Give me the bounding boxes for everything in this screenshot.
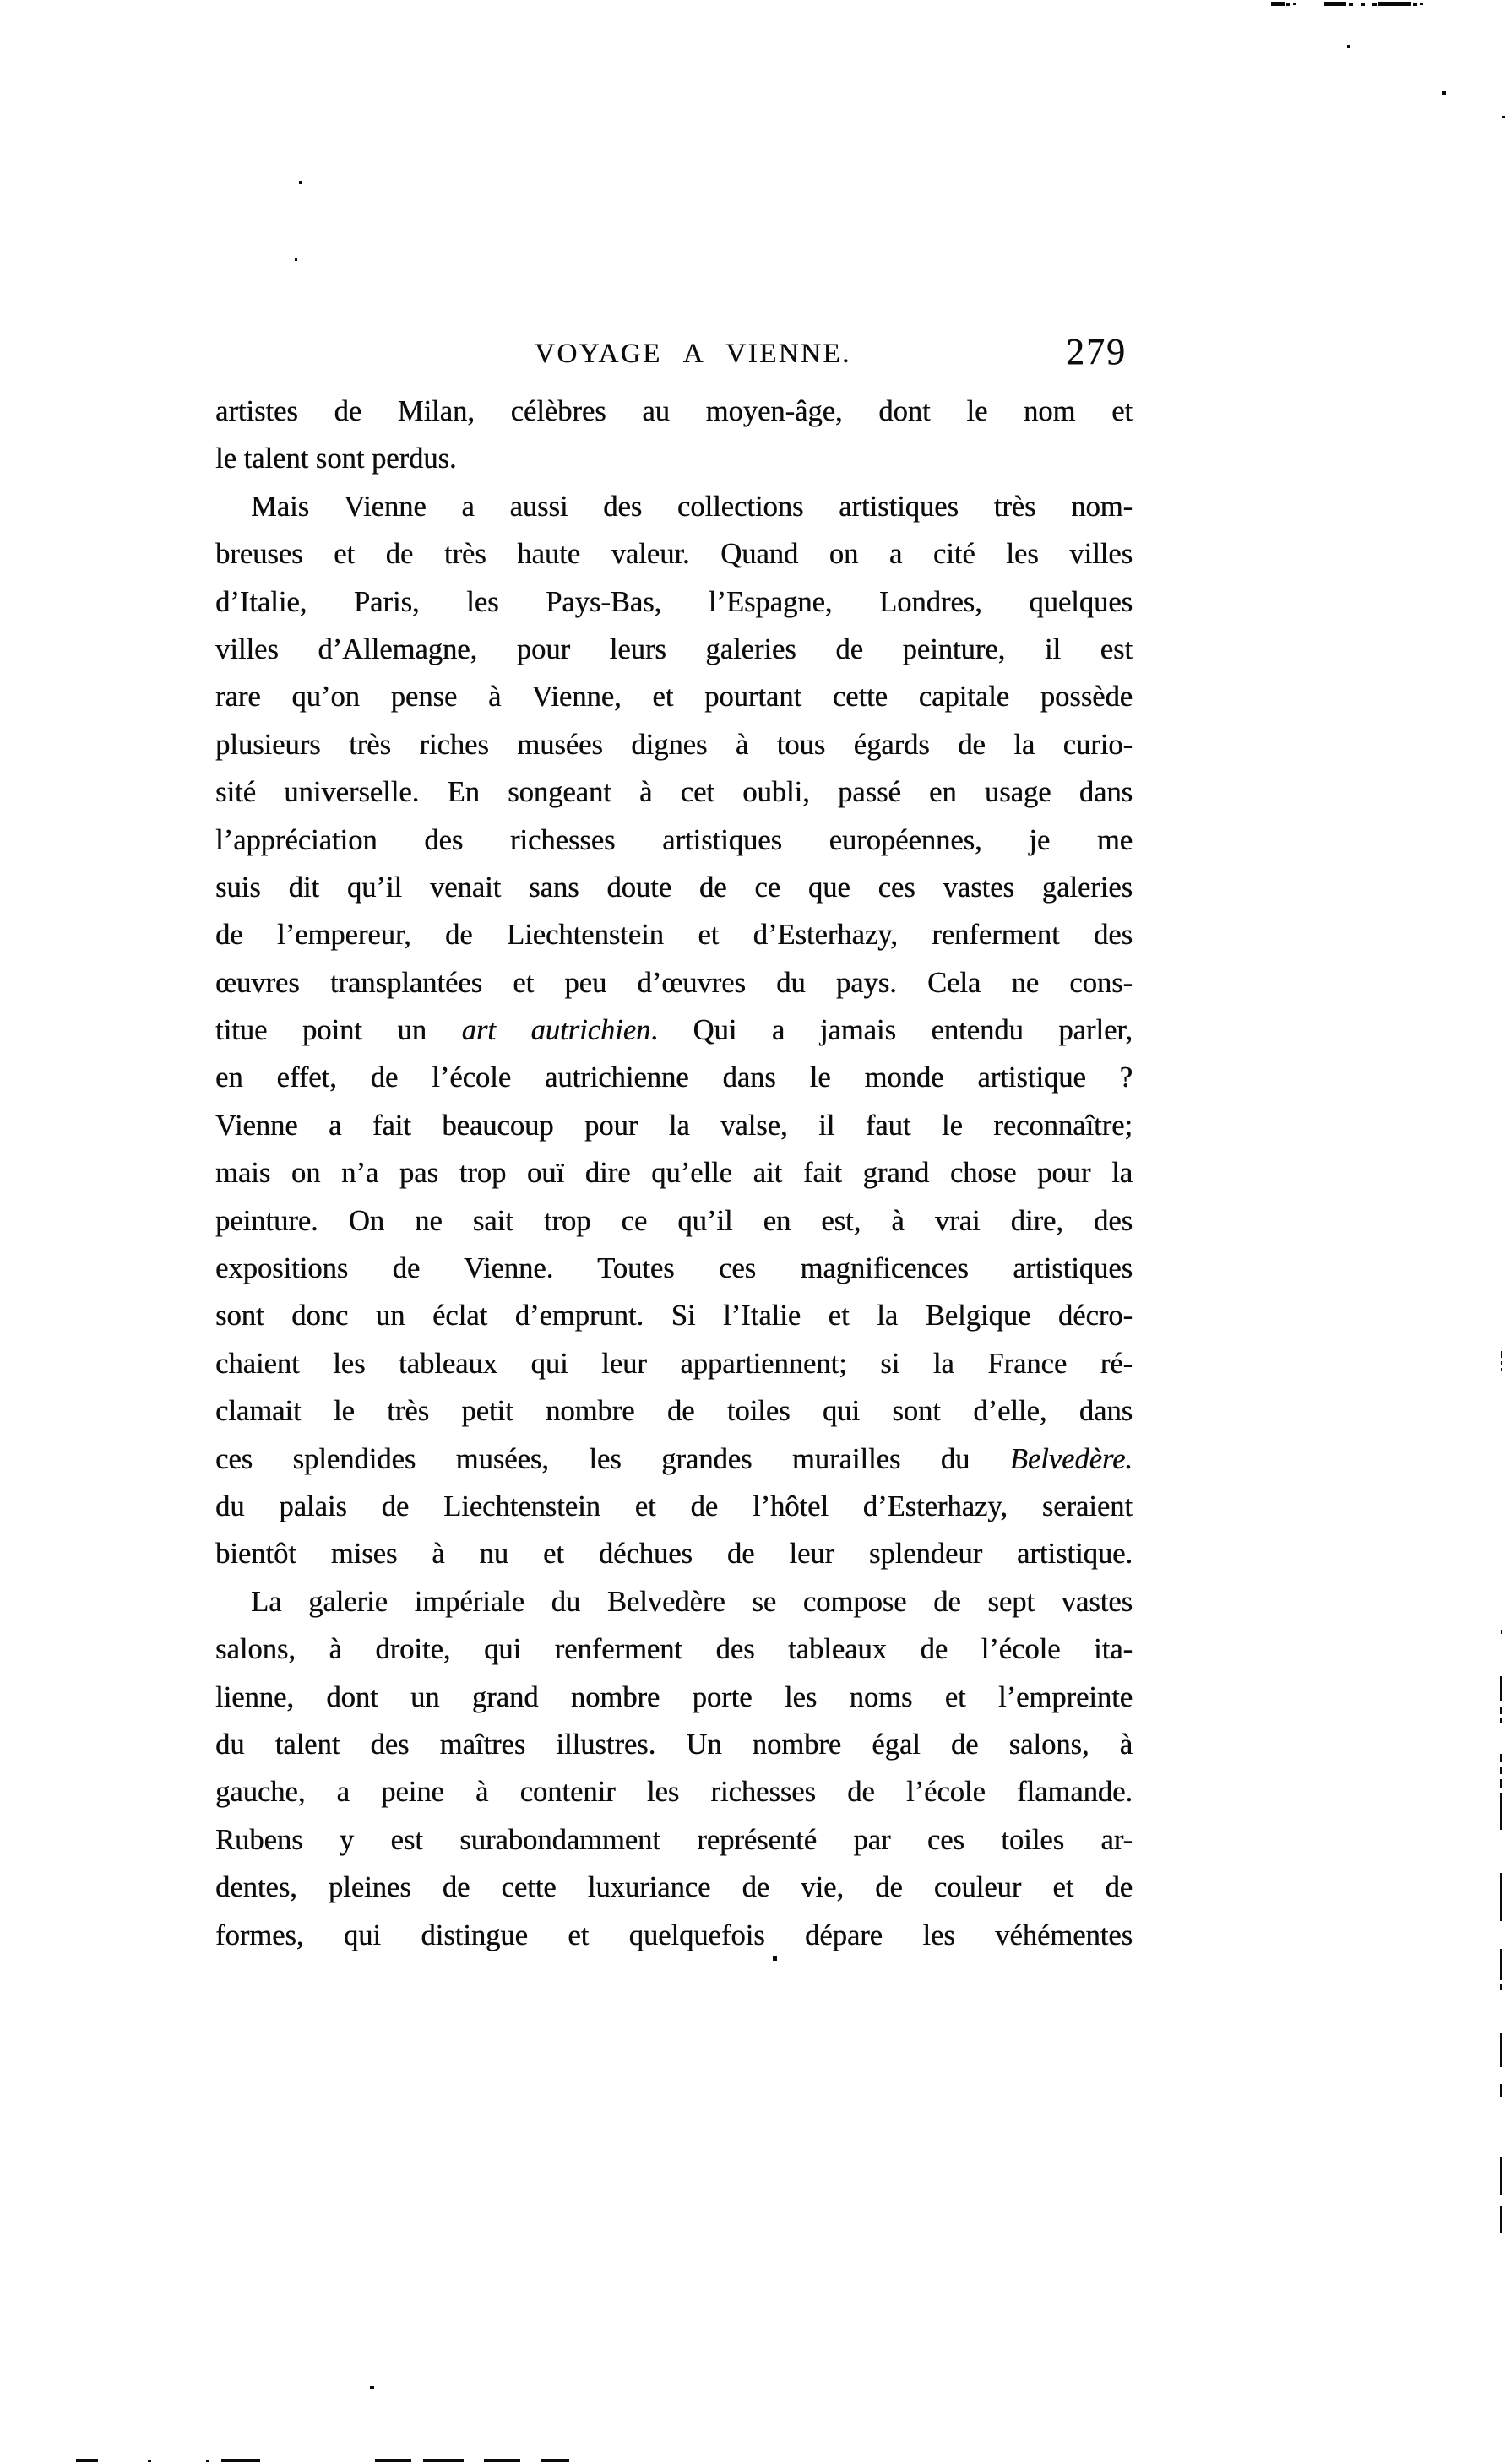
text-line (215, 530, 1133, 578)
text-segment: bientôt mises à nu et déchues de leur splendeur artistique. (215, 1538, 1133, 1571)
text-segment: chaient les tableaux qui leur appartiennent; si la France ré- (215, 1347, 1133, 1380)
text-line (215, 1387, 1133, 1435)
text-line (215, 1864, 1133, 1911)
text-segment: œuvres transplantées et peu d’œuvres du pays. Cela ne cons- (215, 966, 1133, 999)
right-edge-line-artifact (1500, 1707, 1502, 1714)
bottom-edge-dash-artifact (375, 2459, 411, 2462)
text-line (215, 1483, 1133, 1530)
text-line (215, 1007, 1133, 1054)
text-segment: du palais de Liechtenstein et de l’hôtel d’Esterhazy, seraient (215, 1490, 1133, 1522)
top-edge-dash-artifact (1361, 3, 1365, 6)
ink-speck-artifact (295, 258, 297, 261)
text-segment: salons, à droite, qui renferment des tableaux de l’école ita- (215, 1633, 1133, 1666)
text-line (215, 1721, 1133, 1768)
text-segment: dentes, pleines de cette luxuriance de vie, de couleur et de (215, 1871, 1133, 1904)
text-segment: Mais Vienne a aussi des collections artistiques très nom- (251, 490, 1133, 523)
top-edge-dash-artifact (1271, 2, 1285, 6)
text-segment: suis dit qu’il venait sans doute de ce que ces vastes galeries (215, 871, 1133, 904)
text-segment: en effet, de l’école autrichienne dans le monde artistique ? (215, 1061, 1133, 1094)
ink-speck-artifact (299, 181, 302, 184)
top-edge-dash-artifact (1378, 2, 1411, 6)
text-line (215, 1340, 1133, 1387)
text-line (215, 578, 1133, 626)
bottom-edge-dash-artifact (423, 2459, 464, 2462)
right-edge-line-artifact (1500, 2206, 1502, 2233)
top-edge-dash-artifact (1420, 3, 1423, 5)
top-edge-dash-artifact (1293, 3, 1296, 5)
top-edge-dash-artifact (1413, 3, 1417, 6)
right-edge-line-artifact (1500, 1718, 1502, 1723)
text-line (215, 1530, 1133, 1577)
ink-speck-artifact (1347, 45, 1350, 48)
text-line (215, 1768, 1133, 1815)
text-segment: ces splendides musées, les grandes murailles du (215, 1442, 1010, 1475)
text-line (215, 959, 1133, 1007)
ink-speck-artifact (1442, 91, 1446, 95)
right-edge-line-artifact (1500, 1873, 1502, 1921)
text-segment: peinture. On ne sait trop ce qu’il en est, à vrai dire, des (215, 1204, 1133, 1237)
text-line (215, 673, 1133, 720)
text-line (215, 864, 1133, 911)
page-number: 279 (1066, 331, 1127, 372)
text-line (215, 626, 1133, 673)
text-segment: breuses et de très haute valeur. Quand on a cité les villes (215, 538, 1133, 571)
top-edge-dash-artifact (1349, 3, 1353, 6)
text-segment: sité universelle. En songeant à cet oubli, passé en usage dans (215, 776, 1133, 809)
right-edge-line-artifact (1500, 2157, 1502, 2195)
right-edge-line-artifact (1500, 1984, 1502, 1990)
text-segment: formes, qui distingue et quelquefois dépare les véhémentes (215, 1919, 1133, 1951)
right-edge-line-artifact (1500, 1676, 1502, 1701)
right-edge-line-artifact (1501, 1368, 1502, 1371)
text-segment: Vienne a fait beaucoup pour la valse, il faut le reconnaître; (215, 1109, 1133, 1142)
text-segment: du talent des maîtres illustres. Un nombre égal de salons, à (215, 1728, 1133, 1761)
text-segment: expositions de Vienne. Toutes ces magnificences artistiques (215, 1252, 1133, 1285)
text-segment: La galerie impériale du Belvedère se compose de sept vastes (251, 1585, 1133, 1618)
top-edge-dash-artifact (1372, 3, 1377, 6)
text-segment: artistes de Milan, célèbres au moyen-âge, dont le nom et (215, 395, 1133, 427)
text-line (215, 1436, 1133, 1483)
right-edge-line-artifact (1500, 1779, 1502, 1788)
text-line (215, 483, 1133, 530)
text-line (215, 768, 1133, 816)
text-line (215, 1625, 1133, 1673)
right-edge-line-artifact (1500, 2033, 1502, 2067)
text-segment: titue point un (215, 1014, 462, 1047)
ink-speck-artifact (773, 1956, 777, 1961)
italic-phrase: art autrichien (461, 1014, 651, 1047)
text-line (215, 435, 1133, 482)
right-edge-line-artifact (1501, 1351, 1502, 1358)
text-line (215, 1292, 1133, 1339)
right-edge-line-artifact (1500, 1793, 1502, 1830)
top-edge-dash-artifact (1286, 3, 1290, 6)
text-segment: villes d’Allemagne, pour leurs galeries de peinture, il est (215, 632, 1133, 665)
text-segment: mais on n’a pas trop ouï dire qu’elle ait fait grand chose pour la (215, 1157, 1133, 1190)
top-edge-dash-artifact (1324, 2, 1346, 6)
text-segment: plusieurs très riches musées dignes à tous égards de la curio- (215, 728, 1133, 761)
text-line (215, 1816, 1133, 1864)
text-line (215, 388, 1133, 435)
right-edge-line-artifact (1500, 1949, 1502, 1980)
text-segment: le talent sont perdus. (215, 442, 457, 475)
bottom-edge-dash-artifact (484, 2459, 520, 2462)
text-segment: rare qu’on pense à Vienne, et pourtant cette capitale possède (215, 681, 1133, 714)
text-segment: . Qui a jamais entendu parler, (650, 1014, 1133, 1047)
text-segment: Rubens y est surabondamment représenté par ces toiles ar- (215, 1823, 1133, 1856)
text-line (215, 1197, 1133, 1245)
text-line (215, 817, 1133, 864)
ink-speck-artifact (370, 2386, 374, 2389)
text-segment: de l’empereur, de Liechtenstein et d’Esterhazy, renferment des (215, 919, 1133, 952)
right-edge-line-artifact (1501, 1361, 1502, 1365)
text-segment: l’appréciation des richesses artistiques européennes, je me (215, 823, 1133, 856)
text-line (215, 1674, 1133, 1721)
text-line (215, 1054, 1133, 1101)
text-line (215, 1912, 1133, 1959)
bottom-edge-dash-artifact (148, 2460, 151, 2462)
text-block (215, 388, 1133, 1959)
text-segment: lienne, dont un grand nombre porte les noms et l’empreinte (215, 1680, 1133, 1713)
right-edge-line-artifact (1501, 1630, 1502, 1634)
text-line (215, 1102, 1133, 1149)
text-line (215, 1245, 1133, 1292)
text-line (215, 1149, 1133, 1197)
text-segment: clamait le très petit nombre de toiles qui sont d’elle, dans (215, 1395, 1133, 1428)
bottom-edge-dash-artifact (76, 2459, 98, 2462)
right-edge-line-artifact (1500, 2084, 1502, 2097)
running-title: VOYAGE A VIENNE. (535, 339, 851, 369)
text-segment: d’Italie, Paris, les Pays-Bas, l’Espagne, Londres, quelques (215, 585, 1133, 618)
text-line (215, 1578, 1133, 1625)
italic-phrase: Belvedère. (1009, 1442, 1133, 1475)
bottom-edge-dash-artifact (221, 2459, 260, 2462)
text-segment: sont donc un éclat d’emprunt. Si l’Italie et la Belgique décro- (215, 1300, 1133, 1332)
right-edge-line-artifact (1500, 1754, 1502, 1762)
bottom-edge-dash-artifact (206, 2460, 209, 2462)
text-segment: gauche, a peine à contenir les richesses de l’école flamande. (215, 1776, 1133, 1809)
right-edge-line-artifact (1500, 1767, 1502, 1774)
text-line (215, 721, 1133, 768)
bottom-edge-dash-artifact (541, 2459, 569, 2462)
text-line (215, 911, 1133, 958)
